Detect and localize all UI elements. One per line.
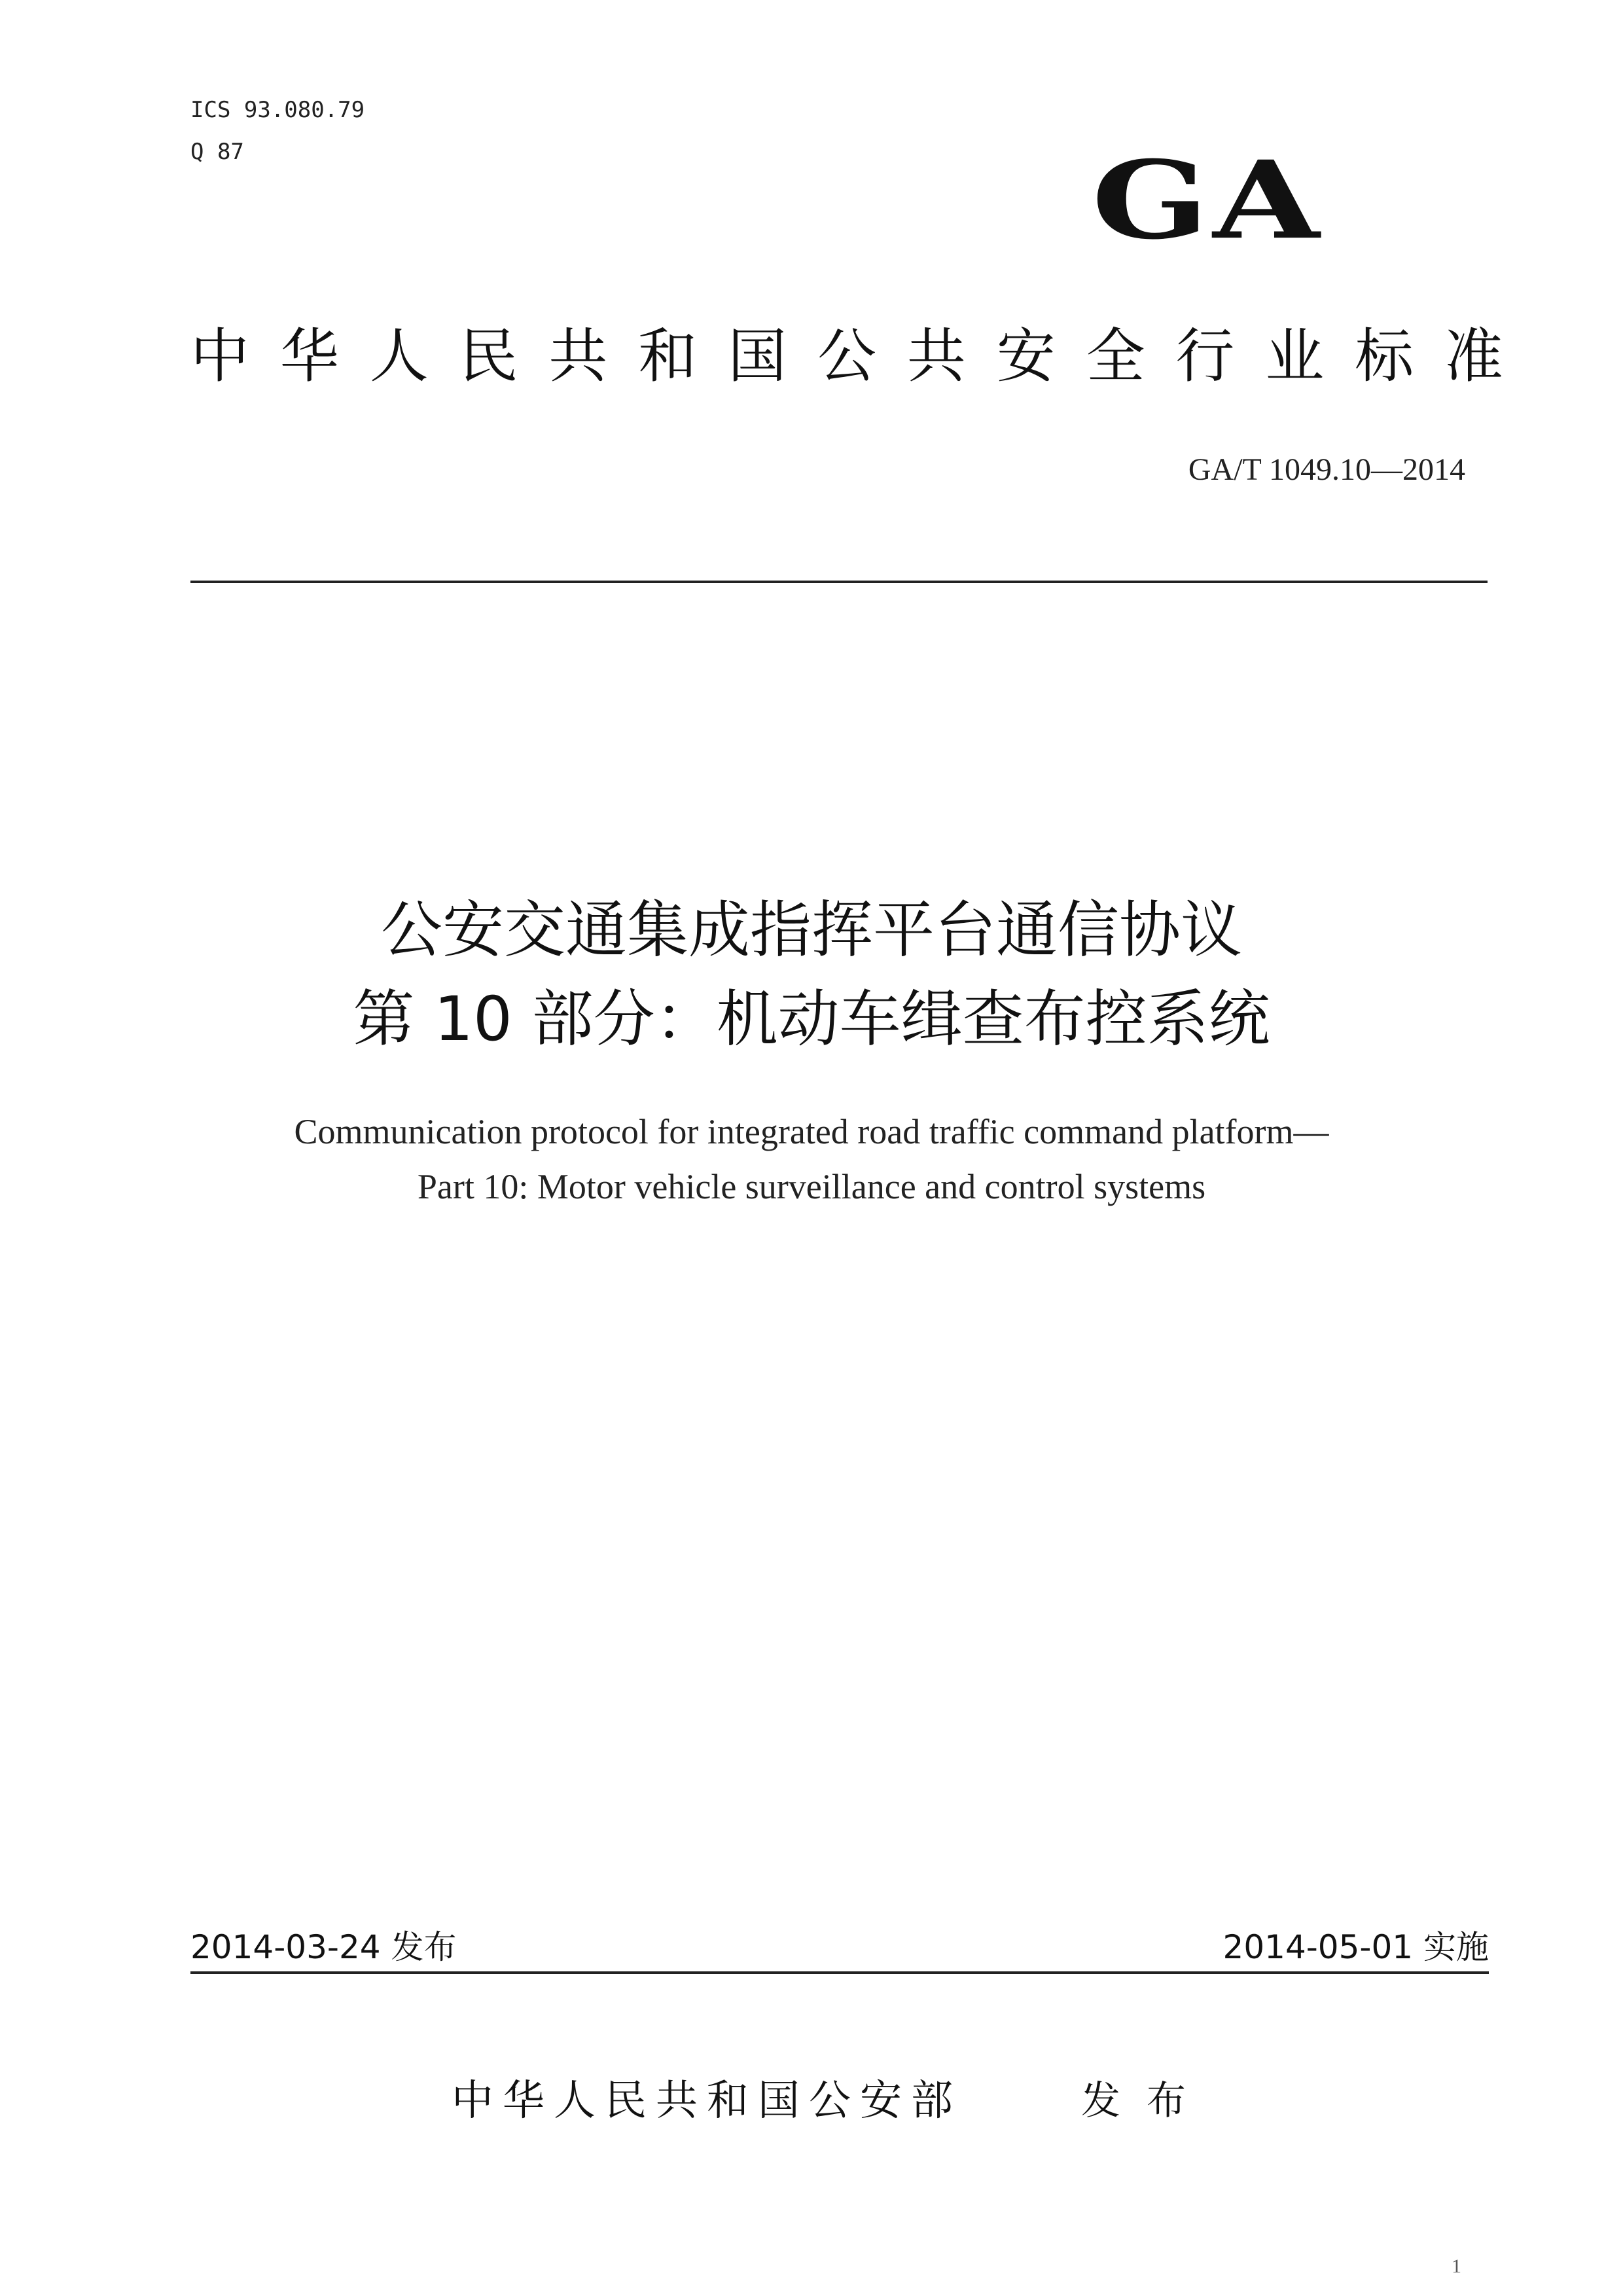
issue-date: 2014-03-24 发布 xyxy=(190,1928,457,1966)
chinese-title-line-1: 公安交通集成指挥平台通信协议 xyxy=(380,895,1242,966)
standard-number: GA/T 1049.10—2014 xyxy=(1188,452,1465,487)
top-divider xyxy=(190,581,1488,583)
ics-code: ICS 93.080.79 xyxy=(190,97,365,123)
publisher-name: 中华人民共和国公安部 xyxy=(452,2077,962,2125)
implementation-date: 2014-05-01 实施 xyxy=(1222,1928,1489,1966)
ga-logo: GA xyxy=(1092,137,1324,264)
ccs-code: Q 87 xyxy=(190,139,244,165)
english-title-line-2: Part 10: Motor vehicle surveillance and control systems xyxy=(417,1167,1206,1206)
chinese-title-line-2: 第 10 部分：机动车缉查布控系统 xyxy=(353,984,1270,1055)
bottom-divider xyxy=(190,1971,1489,1974)
page-number: 1 xyxy=(1452,2255,1461,2277)
publish-label: 发布 xyxy=(1081,2078,1212,2124)
standard-category: 中华人民共和国公共安全行业标准 xyxy=(190,322,1503,391)
english-title-line-1: Communication protocol for integrated road traffic command platform— xyxy=(294,1112,1329,1151)
